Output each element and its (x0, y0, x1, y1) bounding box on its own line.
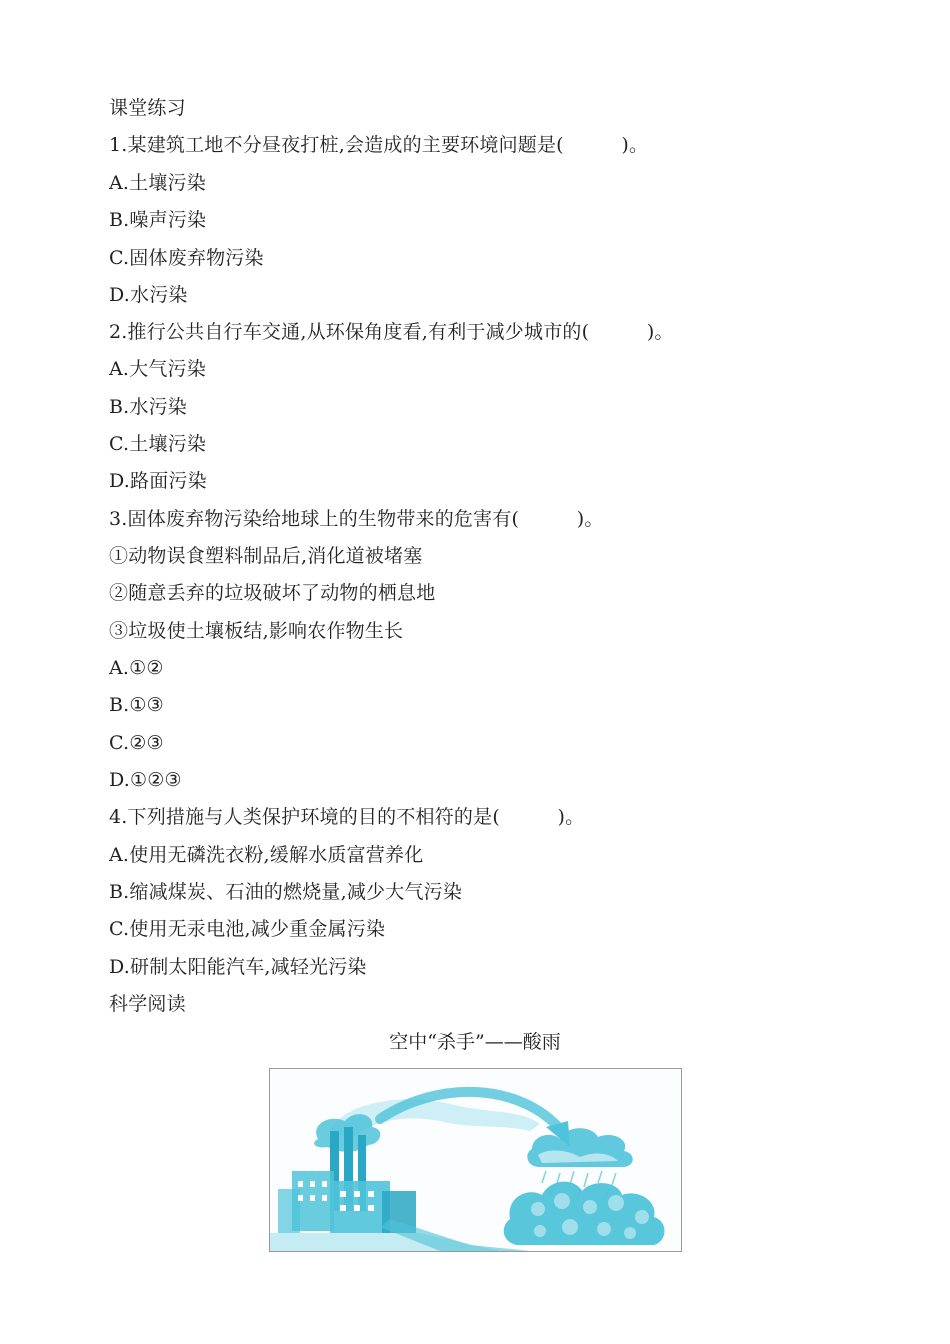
question-1-option-b: B.噪声污染 (109, 209, 207, 231)
question-2-option-b: B.水污染 (109, 396, 188, 418)
question-3-option-b: B.①③ (109, 694, 164, 716)
question-3-statement-2: ②随意丢弃的垃圾破坏了动物的栖息地 (109, 582, 436, 604)
question-4-option-b: B.缩减煤炭、石油的燃烧量,减少大气污染 (109, 881, 463, 903)
question-3-statement-1: ①动物误食塑料制品后,消化道被堵塞 (109, 545, 423, 567)
question-3-stem: 3.固体废弃物污染给地球上的生物带来的危害有( )。 (109, 508, 604, 530)
question-4-option-d: D.研制太阳能汽车,减轻光污染 (109, 956, 367, 978)
section-heading-practice: 课堂练习 (109, 97, 186, 119)
reading-title: 空中“杀手”——酸雨 (389, 1031, 561, 1053)
question-2-option-c: C.土壤污染 (109, 433, 207, 455)
section-heading-reading: 科学阅读 (109, 993, 186, 1015)
question-2-option-a: A.大气污染 (109, 358, 206, 380)
question-4-option-c: C.使用无汞电池,减少重金属污染 (109, 918, 386, 940)
question-3-statement-3: ③垃圾使土壤板结,影响农作物生长 (109, 620, 404, 642)
question-4-option-a: A.使用无磷洗衣粉,缓解水质富营养化 (109, 844, 424, 866)
question-1-stem: 1.某建筑工地不分昼夜打桩,会造成的主要环境问题是( )。 (109, 134, 649, 156)
question-2-stem: 2.推行公共自行车交通,从环保角度看,有利于减少城市的( )。 (109, 321, 674, 343)
question-1-option-d: D.水污染 (109, 284, 188, 306)
question-3-option-d: D.①②③ (109, 769, 182, 791)
acid-rain-illustration (269, 1068, 682, 1252)
question-3-option-a: A.①② (109, 657, 164, 679)
question-4-stem: 4.下列措施与人类保护环境的目的不相符的是( )。 (109, 806, 585, 828)
question-1-option-a: A.土壤污染 (109, 172, 206, 194)
question-1-option-c: C.固体废弃物污染 (109, 247, 264, 269)
question-3-option-c: C.②③ (109, 732, 164, 754)
question-2-option-d: D.路面污染 (109, 470, 207, 492)
